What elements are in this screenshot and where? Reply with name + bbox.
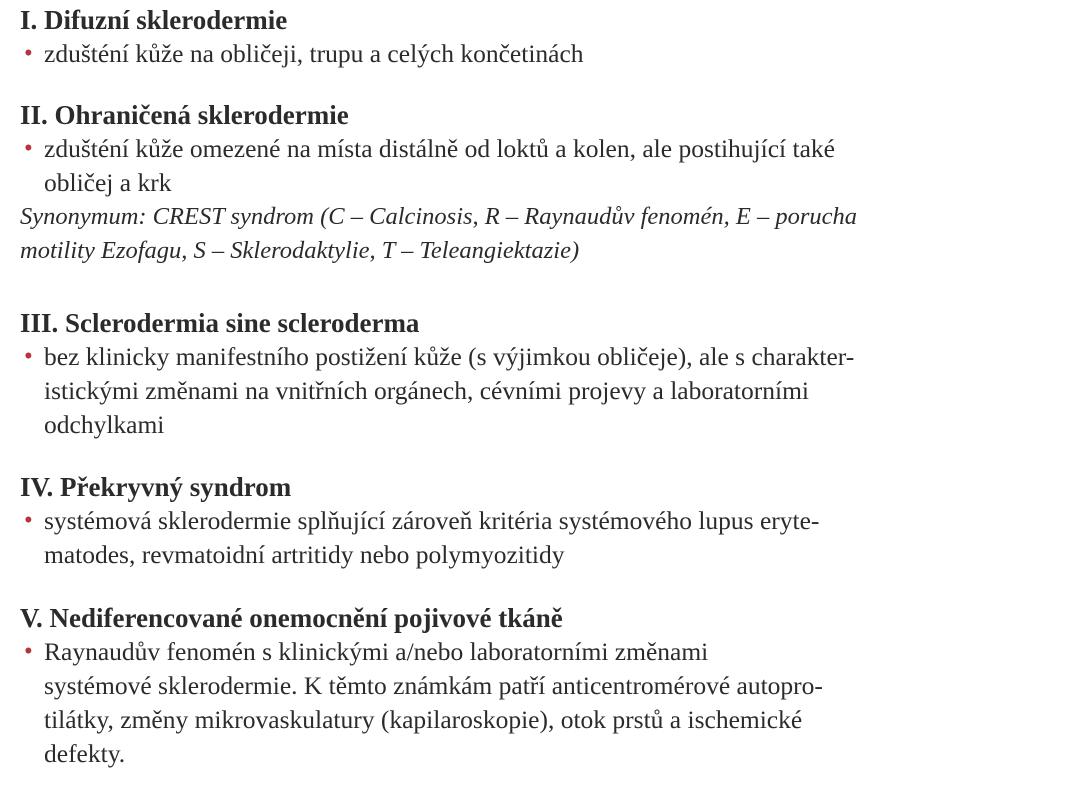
note-line: Synonymum: CREST syndrom (C – Calcinosis, R – Raynaudův fenomén, E – porucha (20, 203, 857, 230)
item-line: bez klinicky manifestního postižení kůže (s výjimkou obličeje), ale s charakter- (44, 342, 855, 371)
item-line: defekty. (44, 739, 126, 768)
bullet-icon: • (24, 135, 33, 162)
bullet-icon: • (24, 507, 33, 534)
bullet-icon: • (24, 40, 33, 67)
section-limited-scleroderma (20, 98, 1050, 268)
section-heading: III. Sclerodermia sine scleroderma (20, 308, 420, 338)
item-line: obličej a krk (44, 168, 172, 197)
section-heading: IV. Překryvný syndrom (20, 472, 292, 502)
item-line: systémové sklerodermie. K těmto známkám patří anticentromérové autopro- (44, 671, 823, 700)
section-heading: V. Nediferencované onemocnění pojivové tkáně (20, 603, 563, 633)
section-undifferentiated-ctd (20, 601, 1050, 771)
bullet-icon: • (24, 343, 33, 370)
synonym-note (20, 200, 1050, 268)
bullet-item (20, 340, 1050, 442)
item-line: tilátky, změny mikrovaskulatury (kapilaroskopie), otok prstů a ischemické (44, 705, 803, 734)
item-line: systémová sklerodermie splňující zároveň kritéria systémového lupus eryte- (44, 506, 820, 535)
item-line: zdušténí kůže na obličeji, trupu a celých končetinách (44, 39, 584, 68)
note-line: motility Ezofagu, S – Sklerodaktylie, T – Teleangiektazie) (20, 237, 580, 264)
section-overlap-syndrome (20, 470, 1050, 572)
section-heading: I. Difuzní sklerodermie (20, 5, 288, 35)
bullet-icon: • (24, 638, 33, 665)
section-heading: II. Ohraničená sklerodermie (20, 100, 349, 130)
section-sine-scleroderma (20, 306, 1050, 442)
item-line: istickými změnami na vnitřních orgánech, cévními projevy a laboratorními (44, 376, 810, 405)
bullet-item (20, 132, 1050, 200)
section-diffuse-scleroderma (20, 3, 1050, 71)
item-line: zdušténí kůže omezené na místa distálně od loktů a kolen, ale postihující také (44, 134, 835, 163)
item-line: odchylkami (44, 410, 165, 439)
item-line: matodes, revmatoidní artritidy nebo polymyozitidy (44, 540, 565, 569)
bullet-item (20, 635, 1050, 771)
bullet-item (20, 504, 1050, 572)
item-line: Raynaudův fenomén s klinickými a/nebo laboratorními změnami (44, 637, 709, 666)
bullet-item (20, 37, 1050, 71)
